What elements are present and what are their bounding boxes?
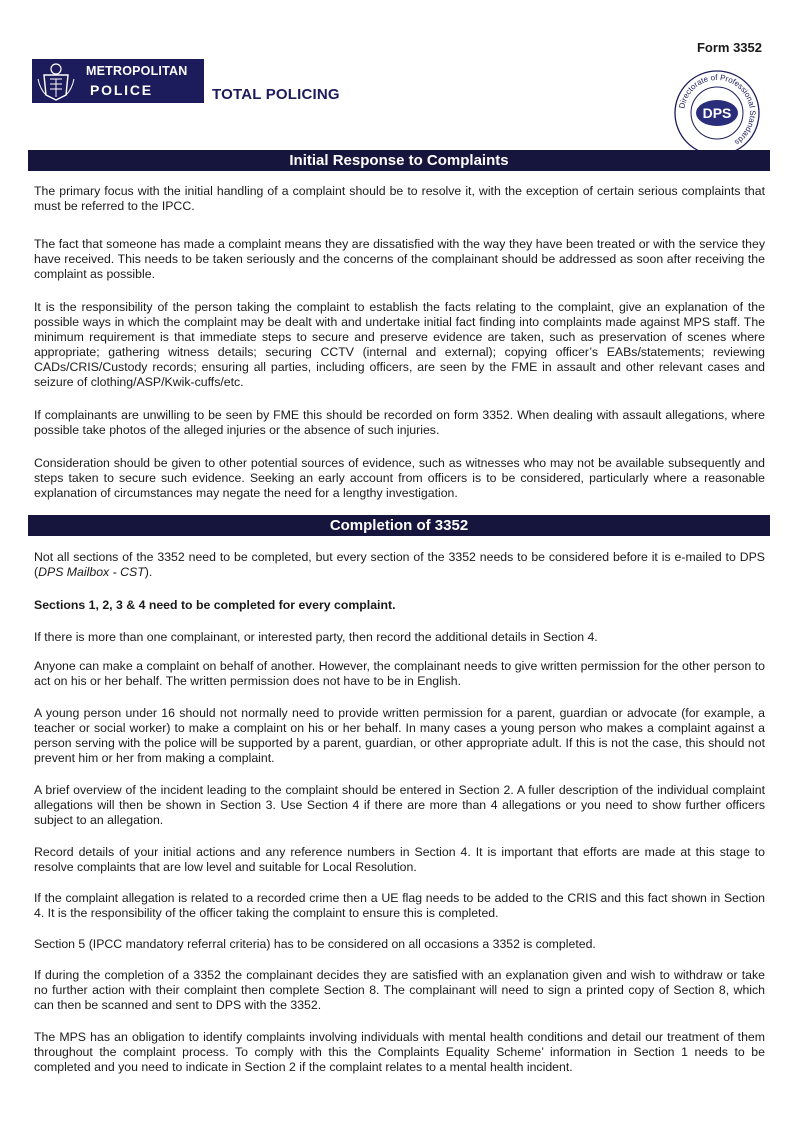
seal-ring-text: Directorate of Professional Standards [677, 72, 758, 148]
paragraph: Anyone can make a complaint on behalf of another. However, the complainant needs to give written permission for the other person to act on his or her behalf. The written permission does not have to be in English. [34, 659, 765, 688]
required-sections-note: Sections 1, 2, 3 & 4 need to be completed for every complaint. [34, 598, 396, 612]
paragraph: If the complaint allegation is related to a recorded crime then a UE flag needs to be added to the CRIS and this fact shown in Section 4. It is the responsibility of the officer taking the complaint to ensure this is completed. [34, 891, 765, 920]
intro-end: ). [144, 565, 153, 579]
crest-icon [34, 59, 78, 103]
paragraph: A brief overview of the incident leading to the complaint should be entered in Section 2. A fuller description of the individual complaint allegations will then be shown in Section 3. Use Section 4 if there are more than 4 allegations or you need to show further officers subject to an allegation. [34, 783, 765, 827]
paragraph: The fact that someone has made a complaint means they are dissatisfied with the way they have been treated or with the service they have received. This needs to be taken seriously and the concerns of the complainant should be addressed as soon after receiving the complaint as possible. [34, 237, 765, 281]
intro-text: Not all sections of the 3352 need to be completed, but every section of the 3352 needs to be considered before it is e-mailed to DPS ( [34, 550, 765, 579]
paragraph: It is the responsibility of the person taking the complaint to establish the facts relating to the complaint, give an explanation of the possible ways in which the complaint may be dealt with and undertake initial fact finding into complaints made against MPS staff. The minimum requirement is that immediate steps to secure and preserve evidence are taken, such as preservation of scenes where appropriate; gathering witness details; securing CCTV (internal and external); copying officer’s EABs/statements; reviewing CADs/CRIS/Custody records; ensuring all parties, including officers, are seen by the FME in assault and other relevant cases and seizure of clothing/ASP/Kwik-cuffs/etc. [34, 300, 765, 389]
paragraph: The primary focus with the initial handling of a complaint should be to resolve it, with the exception of certain serious complaints that must be referred to the IPCC. [34, 184, 765, 213]
paragraph: If during the completion of a 3352 the complainant decides they are satisfied with an explanation given and wish to withdraw or take no further action with their complaint then complete Section 8. The complainant will need to sign a printed copy of Section 8, which can then be scanned and sent to DPS with the 3352. [34, 968, 765, 1012]
paragraph: A young person under 16 should not normally need to provide written permission for a parent, guardian or advocate (for example, a teacher or social worker) to make a complaint on his or her behalf. In many cases a young person who makes a complaint against a person serving with the police will be supported by a parent, guardian, or other appropriate adult. If this is not the case, this should not prevent him or her from making a complaint. [34, 706, 765, 765]
total-policing-tagline: TOTAL POLICING [212, 86, 340, 103]
seal-center-text: DPS [702, 105, 732, 121]
section-heading-completion: Completion of 3352 [28, 515, 770, 536]
dps-seal-icon [672, 68, 762, 158]
section-heading-initial-response: Initial Response to Complaints [28, 150, 770, 171]
met-police-logo [32, 59, 204, 103]
paragraph: Section 5 (IPCC mandatory referral criteria) has to be considered on all occasions a 3352 is completed. [34, 937, 596, 951]
paragraph: If complainants are unwilling to be seen by FME this should be recorded on form 3352. When dealing with assault allegations, where possible take photos of the alleged injuries or the absence of such injuries. [34, 408, 765, 437]
paragraph: If there is more than one complainant, or interested party, then record the additional details in Section 4. [34, 630, 598, 644]
paragraph: The MPS has an obligation to identify complaints involving individuals with mental health conditions and detail our treatment of them throughout the complaint process. To comply with this the Complaints Equality Scheme’ information in Section 1 needs to be completed and you need to indicate in Section 2 if the complaint relates to a mental health incident. [34, 1030, 765, 1074]
form-number: Form 3352 [696, 40, 762, 55]
logo-line-police: POLICE [90, 81, 153, 98]
intro-paragraph [34, 550, 765, 580]
dps-mailbox-reference: DPS Mailbox - CST [38, 565, 145, 579]
paragraph: Consideration should be given to other potential sources of evidence, such as witnesses who may not be available subsequently and steps taken to secure such evidence. Seeking an early account from officers is to be considered, particularly where a reasonable explanation of circumstances may negate the need for a lengthy investigation. [34, 456, 765, 500]
logo-line-metropolitan: METROPOLITAN [86, 64, 188, 79]
paragraph: Record details of your initial actions and any reference numbers in Section 4. It is important that efforts are made at this stage to resolve complaints that are low level and suitable for Local Resolution. [34, 845, 765, 874]
